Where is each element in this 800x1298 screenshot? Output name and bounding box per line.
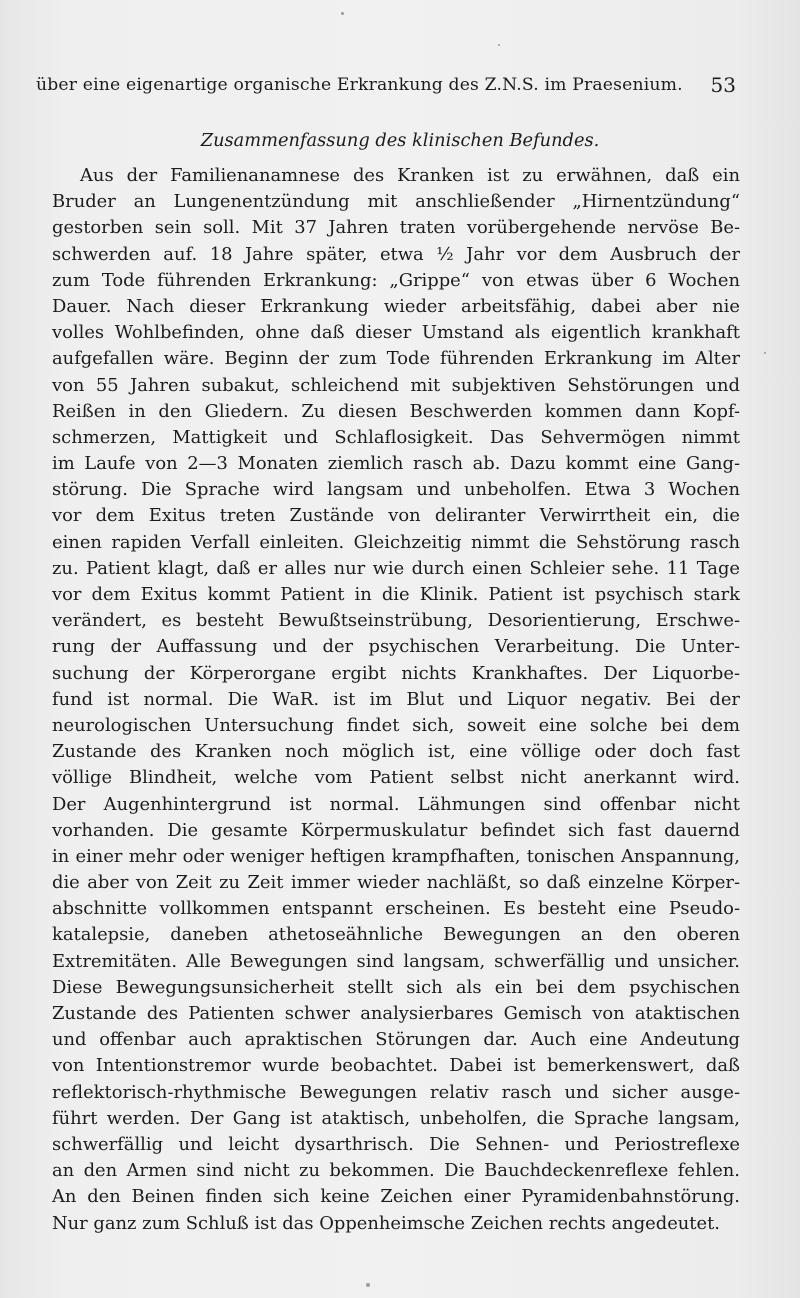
text-line: von 55 Jahren subakut, schleichend mit subjektiven Sehstörungen und [52,374,740,396]
text-line: Der Augenhintergrund ist normal. Lähmungen sind offenbar nicht [52,793,740,815]
text-line: abschnitte vollkommen entspannt erscheinen. Es besteht eine Pseudo- [52,898,740,920]
text-line: rung der Auffassung und der psychischen Verarbeitung. Die Unter- [52,636,740,658]
text-line: neurologischen Untersuchung findet sich, soweit eine solche bei dem [52,714,740,736]
text-line: schmerzen, Mattigkeit und Schlaflosigkeit. Das Sehvermögen nimmt [52,426,740,448]
text-line: die aber von Zeit zu Zeit immer wieder nachläßt, so daß einzelne Körper- [52,872,740,894]
running-head [36,70,736,100]
section-heading: Zusammenfassung des klinischen Befundes. [200,130,600,151]
scan-speck [764,352,766,354]
scan-speck [498,44,500,46]
text-line: vorhanden. Die gesamte Körpermuskulatur befindet sich fast dauernd [52,819,740,841]
text-line: von Intentionstremor wurde beobachtet. Dabei ist bemerkenswert, daß [52,1055,740,1077]
text-line: reflektorisch-rhythmische Bewegungen relativ rasch und sicher ausge- [52,1081,740,1103]
text-line: Zustande des Patienten schwer analysierbares Gemisch von ataktischen [52,1003,740,1024]
text-line: im Laufe von 2—3 Monaten ziemlich rasch ab. Dazu kommt eine Gang- [52,453,740,475]
text-line: vor dem Exitus treten Zustände von deliranter Verwirrtheit ein, die [52,505,740,527]
text-line: und offenbar auch apraktischen Störungen dar. Auch eine Andeutung [52,1029,740,1051]
text-line: An den Beinen finden sich keine Zeichen einer Pyramidenbahnstörung. [52,1186,740,1208]
body-text [52,163,740,1237]
text-line: Diese Bewegungsunsicherheit stellt sich als ein bei dem psychischen [52,976,740,998]
text-line: schwerden auf. 18 Jahre später, etwa ½ Jahr vor dem Ausbruch der [52,243,740,265]
text-line: schwerfällig und leicht dysarthrisch. Die Sehnen- und Periostreflexe [52,1133,740,1155]
text-line: aufgefallen wäre. Beginn der zum Tode führenden Erkrankung im Alter [52,348,740,370]
text-line: an den Armen sind nicht zu bekommen. Die Bauchdeckenreflexe fehlen. [52,1160,740,1182]
text-line: Reißen in den Gliedern. Zu diesen Beschwerden kommen dann Kopf- [52,400,740,422]
text-line: Dauer. Nach dieser Erkrankung wieder arbeitsfähig, dabei aber nie [52,295,740,317]
text-line: zu. Patient klagt, daß er alles nur wie durch einen Schleier sehe. 11 Tage [52,557,740,579]
text-line: führt werden. Der Gang ist ataktisch, unbeholfen, die Sprache langsam, [52,1107,740,1129]
text-line: Extremitäten. Alle Bewegungen sind langsam, schwerfällig und unsicher. [52,950,740,972]
scan-speck [341,12,344,15]
text-line: volles Wohlbefinden, ohne daß dieser Umstand als eigentlich krankhaft [52,322,740,344]
text-line: Zustande des Kranken noch möglich ist, eine völlige oder doch fast [52,741,740,763]
text-line: störung. Die Sprache wird langsam und unbeholfen. Etwa 3 Wochen [52,479,740,501]
text-line: in einer mehr oder weniger heftigen krampfhaften, tonischen Anspannung, [52,845,740,867]
running-title: über eine eigenartige organische Erkrankung des Z.N.S. im Praesenium. [36,75,683,95]
text-line: katalepsie, daneben athetoseähnliche Bewegungen an den oberen [52,924,740,946]
text-line: fund ist normal. Die WaR. ist im Blut und Liquor negativ. Bei der [52,688,740,710]
text-line: Aus der Familienanamnese des Kranken ist zu erwähnen, daß ein [80,165,740,186]
page-number: 53 [710,73,736,97]
scan-speck [366,1283,370,1287]
text-line: suchung der Körperorgane ergibt nichts Krankhaftes. Der Liquorbe- [52,662,740,684]
text-line: verändert, es besteht Bewußtseinstrübung, Desorientierung, Erschwe- [52,610,740,632]
text-line: vor dem Exitus kommt Patient in die Klinik. Patient ist psychisch stark [52,584,740,605]
text-line: gestorben sein soll. Mit 37 Jahren traten vorübergehende nervöse Be- [52,217,740,239]
text-line: einen rapiden Verfall einleiten. Gleichzeitig nimmt die Sehstörung rasch [52,531,740,553]
text-line: zum Tode führenden Erkrankung: „Grippe“ von etwas über 6 Wochen [52,269,740,291]
text-line: völlige Blindheit, welche vom Patient selbst nicht anerkannt wird. [52,767,740,789]
text-line: Nur ganz zum Schluß ist das Oppenheimsche Zeichen rechts angedeutet. [52,1212,720,1234]
text-line: Bruder an Lungenentzündung mit anschließender „Hirnentzündung“ [52,191,740,213]
